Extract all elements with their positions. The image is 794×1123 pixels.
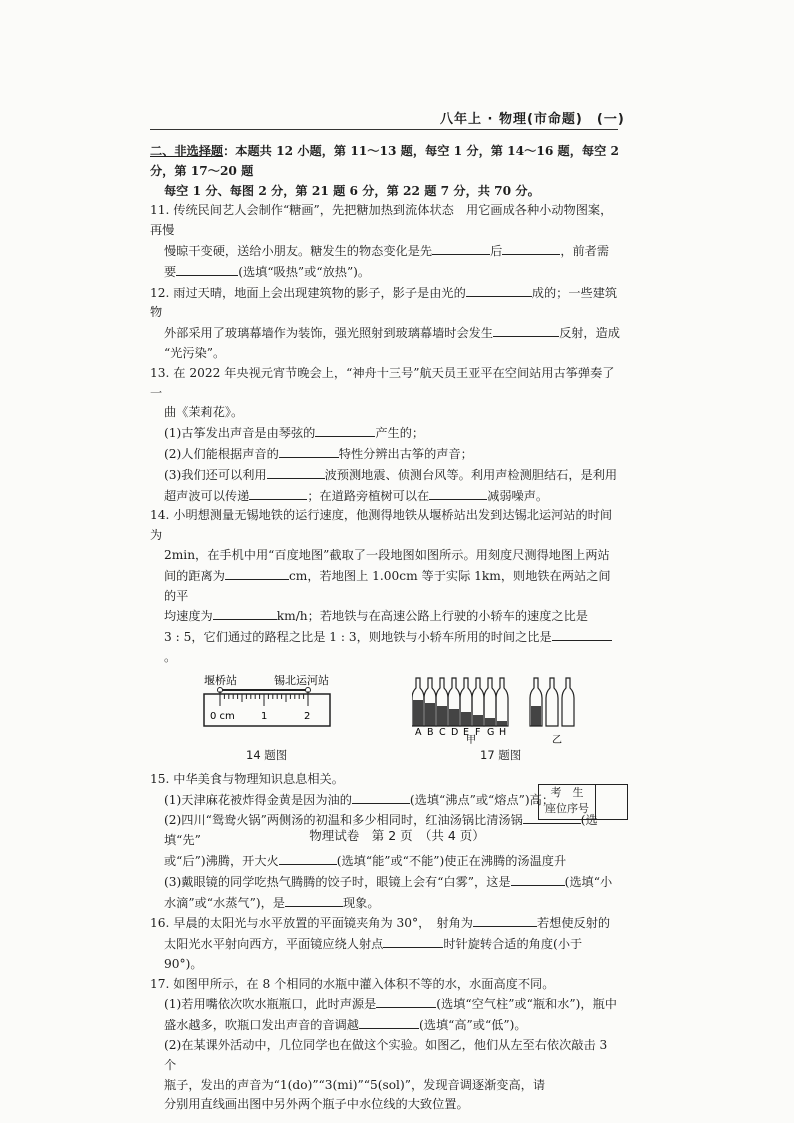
q14-text: cm，若地图上 1.00cm 等于实际 1km，则地铁在两站之间的平 bbox=[164, 568, 611, 603]
q13-text: (3)我们还可以利用 bbox=[164, 467, 267, 482]
q13-text: (1)古筝发出声音是由琴弦的 bbox=[164, 426, 316, 441]
answer-blank[interactable] bbox=[267, 465, 325, 479]
bottle-outline bbox=[546, 678, 558, 726]
q15-text: (选填“小 bbox=[564, 874, 613, 889]
bottle-label: E bbox=[463, 726, 470, 738]
water-bottles-diagram bbox=[412, 672, 582, 744]
station-xibei-label: 锡北运河站 bbox=[274, 673, 329, 687]
q13-text: (2)人们能根据声音的 bbox=[164, 446, 279, 461]
q13-text: 超声波可以传递 bbox=[164, 488, 250, 503]
bottle-d bbox=[448, 678, 460, 726]
q15-text: (1)天津麻花被炸得金黄是因为油的 bbox=[164, 792, 352, 807]
q11-line-3 bbox=[150, 262, 620, 283]
ruler-tick-label-1: 1 bbox=[261, 710, 268, 722]
seat-number-box bbox=[538, 784, 628, 820]
q15-text: (选填“能”或“不能”)使正在沸腾的汤温度升 bbox=[336, 853, 567, 868]
answer-blank[interactable] bbox=[473, 913, 537, 927]
q15-text: (选填“沸点”或“熔点”)高； bbox=[409, 792, 555, 807]
water-level bbox=[413, 700, 423, 726]
section-desc-1: ：本题共 12 小题，第 11～13 题，每空 1 分，第 14～16 题，每空 2 分，第 17～20 题 bbox=[150, 144, 620, 178]
q12-line-1 bbox=[150, 283, 620, 324]
page-footer: 物理试卷 第 2 页 （共 4 页） bbox=[309, 828, 485, 843]
bottle-c bbox=[436, 678, 448, 726]
q14-text: 间的距离为 bbox=[164, 568, 225, 583]
q12-text: 12. 雨过天晴，地面上会出现建筑物的影子，影子是由光的 bbox=[150, 285, 466, 300]
bottle-e bbox=[460, 678, 472, 726]
q13-text: ；在道路旁植树可以在 bbox=[307, 488, 430, 503]
water-level bbox=[473, 715, 483, 726]
q14-text: 。 bbox=[164, 649, 177, 664]
header-divider bbox=[150, 129, 618, 130]
q15-text: 水滴”或“水蒸气”)，是 bbox=[164, 895, 285, 910]
answer-blank[interactable] bbox=[249, 486, 307, 500]
bottle-b bbox=[424, 678, 436, 726]
q13-sub-1 bbox=[150, 423, 620, 444]
q11-text: 要 bbox=[164, 264, 177, 279]
q11-text: (选填“吸热”或“放热”)。 bbox=[238, 264, 371, 279]
q15-sub-5 bbox=[150, 893, 620, 914]
q17-text: (1)若用嘴依次吹水瓶瓶口，此时声源是 bbox=[164, 997, 377, 1012]
map-ruler-diagram bbox=[198, 672, 338, 744]
q14-text: 均速度为 bbox=[164, 609, 213, 624]
bottle-label: D bbox=[451, 726, 459, 738]
answer-blank[interactable] bbox=[493, 323, 559, 337]
q17-line-1: 17. 如图甲所示，在 8 个相同的水瓶中灌入体积不等的水，水面高度不同。 bbox=[150, 976, 555, 991]
q16-text: 时针旋转合适的角度(小于 90°)。 bbox=[164, 937, 583, 971]
q16-line-2 bbox=[150, 934, 620, 975]
q13-sub-2 bbox=[150, 444, 620, 465]
q12-text: 外部采用了玻璃幕墙作为装饰，强光照射到玻璃幕墙时会发生 bbox=[164, 326, 494, 341]
bottle-label: C bbox=[439, 726, 446, 738]
water-level bbox=[531, 706, 541, 726]
q17-sub-5: 分别用直线画出图中另外两个瓶子中水位线的大致位置。 bbox=[164, 1097, 469, 1112]
q11-text: ，前者需 bbox=[560, 243, 610, 258]
bottle-label: A bbox=[415, 726, 422, 738]
bottle-f bbox=[472, 678, 484, 726]
q17-text: 盛水越多，吹瓶口发出声音的音调越 bbox=[164, 1018, 359, 1033]
q11-line-1: 11. 传统民间艺人会制作“糖画”，先把糖加热到流体状态 用它画成各种小动物图案，再慢 bbox=[150, 203, 613, 238]
water-level bbox=[425, 703, 435, 726]
section-heading bbox=[150, 142, 620, 182]
q15-text: (2)四川“鸳鸯火锅”两侧汤的初温和多少相同时，红油汤锅比清汤锅 bbox=[164, 813, 523, 828]
q12-line-2 bbox=[150, 323, 620, 344]
q13-sub-4 bbox=[150, 486, 620, 507]
q14-line-1: 14. 小明想测量无锡地铁的运行速度，他测得地铁从堰桥站出发到达锡北运河站的时间为 bbox=[150, 508, 613, 543]
station-yanqiao-label: 堰桥站 bbox=[204, 673, 237, 687]
bottle-label: G bbox=[487, 726, 495, 738]
bottle-yi-1 bbox=[530, 678, 542, 726]
q13-text: 产生的； bbox=[375, 426, 425, 441]
q13-text: 特性分辨出古筝的声音； bbox=[338, 446, 473, 461]
ruler-tick-label-2: 2 bbox=[304, 710, 311, 722]
figure-14-caption: 14 题图 bbox=[246, 747, 288, 762]
q16-line-1 bbox=[150, 913, 620, 934]
water-level bbox=[485, 718, 495, 726]
bottle-group-jia bbox=[412, 678, 508, 738]
q17-sub-2 bbox=[150, 1015, 620, 1036]
bottle-g bbox=[484, 678, 496, 726]
q17-text: (选填“高”或“低”)。 bbox=[419, 1018, 527, 1033]
bottle-label: B bbox=[427, 726, 434, 738]
figure-label-jia: 甲 bbox=[466, 734, 476, 744]
bottle-label: F bbox=[475, 726, 481, 738]
answer-blank[interactable] bbox=[502, 241, 560, 255]
q16-text: 太阳光水平射向西方，平面镜应绕人射点 bbox=[164, 937, 384, 952]
ruler-ticks bbox=[220, 694, 308, 706]
q14-text: km/h；若地铁与在高速公路上行驶的小轿车的速度之比是 bbox=[276, 609, 588, 624]
answer-blank[interactable] bbox=[511, 872, 565, 886]
seat-label-line-1: 考 生 bbox=[550, 786, 584, 799]
bottle-yi-2 bbox=[546, 678, 558, 726]
q15-text: 或“后”)沸腾，开大火 bbox=[164, 853, 279, 868]
q17-sub-4: 瓶子，发出的声音为“1(do)”“3(mi)”“5(sol)”，发现音调逐渐变高，请 bbox=[164, 1077, 546, 1092]
q13-line-1: 13. 在 2022 年央视元宵节晚会上，“神舟十三号”航天员王亚平在空间站用古筝弹奏了一 bbox=[150, 365, 615, 400]
bottle-outline bbox=[562, 678, 574, 726]
question-content bbox=[150, 142, 620, 1115]
water-level bbox=[497, 721, 507, 726]
answer-blank[interactable] bbox=[176, 262, 238, 276]
bottle-group-yi bbox=[530, 678, 574, 726]
water-level bbox=[461, 712, 471, 726]
bottle-label: H bbox=[499, 726, 507, 738]
figure-label-yi: 乙 bbox=[552, 734, 562, 744]
q12-text: 成的；一些建筑物 bbox=[150, 285, 618, 320]
q11-line-2 bbox=[150, 241, 620, 262]
q14-line-4 bbox=[150, 606, 620, 627]
q12-text: 反射，造成 bbox=[559, 326, 620, 341]
q13-line-2: 曲《茉莉花》。 bbox=[164, 405, 244, 420]
water-level bbox=[437, 706, 447, 726]
figure-17-caption: 17 题图 bbox=[480, 747, 522, 762]
water-level bbox=[449, 709, 459, 726]
q14-text: 3 : 5，它们通过的路程之比是 1 : 3，则地铁与小轿车所用的时间之比是 bbox=[164, 630, 552, 645]
q14-line-3 bbox=[150, 566, 620, 607]
bottle-a bbox=[412, 678, 424, 726]
answer-blank[interactable] bbox=[383, 934, 443, 948]
seat-number-input[interactable] bbox=[595, 785, 627, 819]
bottle-outline bbox=[496, 678, 508, 726]
q15-line-1: 15. 中华美食与物理知识息息相关。 bbox=[150, 771, 344, 786]
figure-17 bbox=[412, 672, 582, 764]
answer-blank[interactable] bbox=[359, 1015, 419, 1029]
q11-text: 慢晾干变硬，送给小朋友。糖发生的物态变化是先 bbox=[164, 243, 433, 258]
answer-blank[interactable] bbox=[352, 790, 410, 804]
q17-text: (选填“空气柱”或“瓶和水”)，瓶中 bbox=[436, 997, 617, 1012]
q12-line-3: “光污染”。 bbox=[164, 345, 226, 360]
answer-blank[interactable] bbox=[376, 994, 436, 1008]
figures-row bbox=[150, 672, 620, 764]
q16-text: 16. 早晨的太阳光与水平放置的平面镜夹角为 30°， 射角为 bbox=[150, 916, 473, 931]
q15-text: (3)戴眼镜的同学吃热气腾腾的饺子时，眼镜上会有“白雾”，这是 bbox=[164, 874, 511, 889]
q13-text: 波预测地震、侦测台风等。利用声检测胆结石，是利用 bbox=[324, 467, 618, 482]
ruler-tick-label-0: 0 cm bbox=[210, 710, 235, 722]
q15-text: (选填“先” bbox=[164, 813, 598, 848]
q15-sub-4 bbox=[150, 872, 620, 893]
bottle-yi-3 bbox=[562, 678, 574, 726]
section-desc-2: 每空 1 分、每图 2 分，第 21 题 6 分，第 22 题 7 分，共 70 分。 bbox=[164, 183, 540, 198]
answer-blank[interactable] bbox=[315, 423, 375, 437]
figure-14 bbox=[198, 672, 338, 764]
answer-blank[interactable] bbox=[279, 851, 337, 865]
answer-blank[interactable] bbox=[432, 241, 490, 255]
answer-blank[interactable] bbox=[466, 283, 532, 297]
page-header-title: 八年上 · 物理(市命题) (一) bbox=[440, 112, 625, 127]
q13-sub-3 bbox=[150, 465, 620, 486]
answer-blank[interactable] bbox=[429, 486, 487, 500]
q15-sub-3 bbox=[150, 851, 620, 872]
answer-blank[interactable] bbox=[279, 444, 339, 458]
q11-text: 后 bbox=[490, 243, 503, 258]
answer-blank[interactable] bbox=[225, 566, 289, 580]
bottle-h bbox=[496, 678, 508, 726]
q15-text: 现象。 bbox=[342, 895, 380, 910]
q17-sub-1 bbox=[150, 994, 620, 1015]
answer-blank[interactable] bbox=[285, 893, 343, 907]
q14-line-5 bbox=[150, 627, 620, 668]
seat-number-label bbox=[539, 785, 596, 819]
q17-sub-3: (2)在某课外活动中，几位同学也在做这个实验。如图乙，他们从左至右依次敲击 3 个 bbox=[164, 1038, 608, 1072]
section-title: 二、非选择题 bbox=[150, 144, 224, 158]
seat-label-line-2: 座位序号 bbox=[545, 802, 589, 815]
answer-blank[interactable] bbox=[552, 627, 612, 641]
q16-text: 若想使反射的 bbox=[536, 916, 611, 931]
answer-blank[interactable] bbox=[213, 606, 277, 620]
q14-line-2: 2min，在手机中用“百度地图”截取了一段地图如图所示。用刻度尺测得地图上两站 bbox=[164, 547, 610, 562]
q13-text: 减弱噪声。 bbox=[487, 488, 549, 503]
